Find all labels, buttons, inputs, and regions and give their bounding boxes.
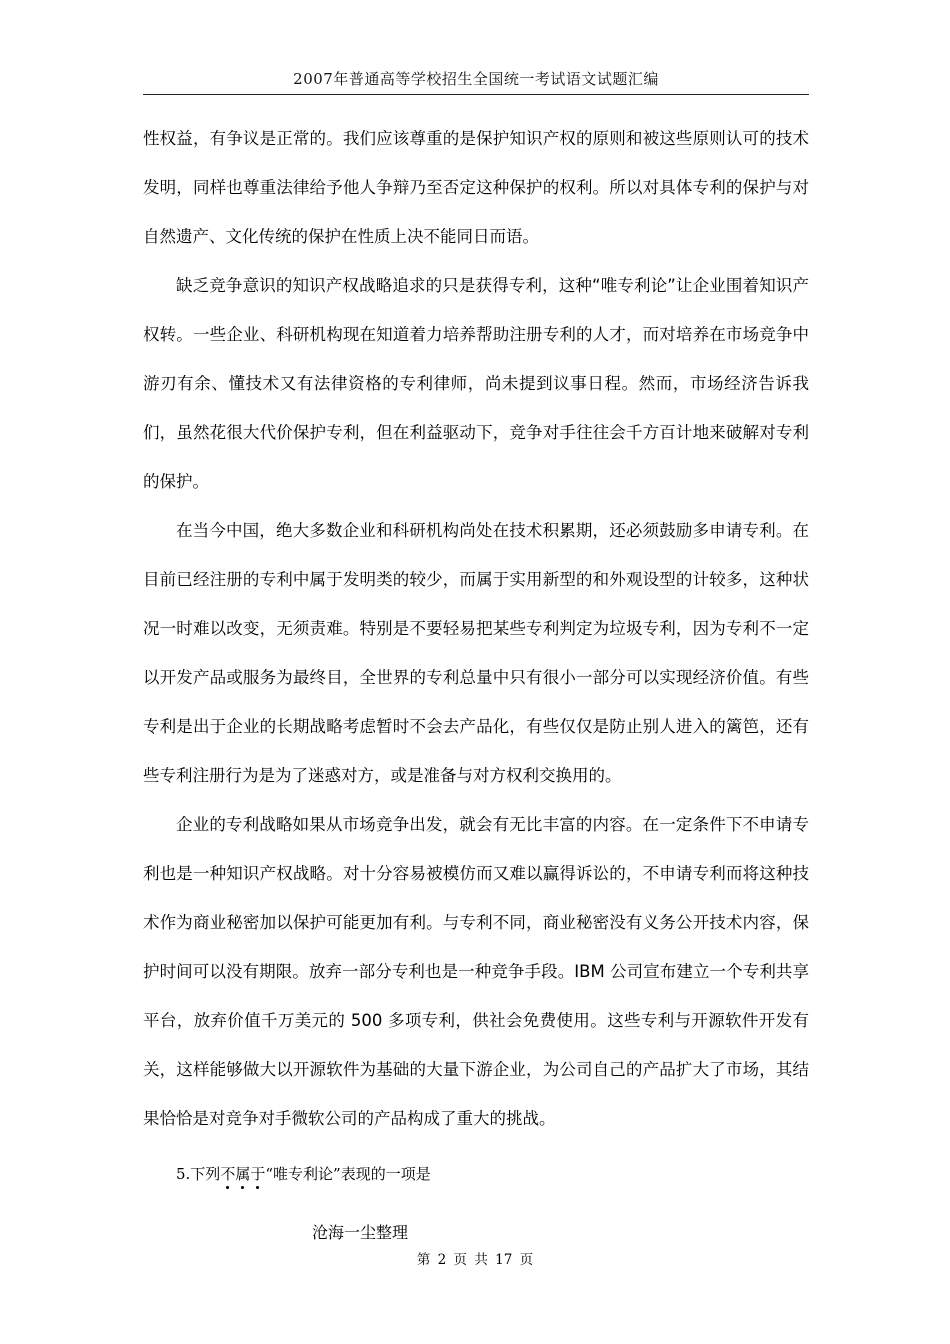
page-header-title: 2007年普通高等学校招生全国统一考试语文试题汇编 [293,70,659,88]
paragraph: 缺乏竞争意识的知识产权战略追求的只是获得专利，这种“唯专利论”让企业围着知识产权转。一些企业、科研机构现在知道着力培养帮助注册专利的人才，而对培养在市场竞争中游刃有余、懂技术又有法律资格的专利律师，尚未提到议事日程。然而，市场经济告诉我们，虽然花很大代价保护专利，但在利益驱动下，竞争对手往往会千方百计地来破解对专利的保护。 [143,276,809,491]
emphasized-char: 属 [235,1165,251,1183]
question-suffix: “唯专利论”表现的一项是 [265,1165,431,1183]
header-divider [143,94,809,95]
page-number: 第 2 页 共 17 页 [416,1252,534,1268]
article-body [143,114,809,1143]
paragraph-continuation: 性权益，有争议是正常的。我们应该尊重的是保护知识产权的原则和被这些原则认可的技术发明，同样也尊重法律给予他人争辩乃至否定这种保护的权利。所以对具体专利的保护与对自然遗产、文化传统的保护在性质上决不能同日而语。 [143,129,809,246]
question-5 [176,1163,431,1184]
emphasized-char: 于 [250,1165,266,1183]
paragraph: 在当今中国，绝大多数企业和科研机构尚处在技术积累期，还必须鼓励多申请专利。在目前已经注册的专利中属于发明类的较少，而属于实用新型的和外观设型的计较多，这种状况一时难以改变，无须责难。特别是不要轻易把某些专利判定为垃圾专利，因为专利不一定以开发产品或服务为最终目，全世界的专利总量中只有很小一部分可以实现经济价值。有些专利是出于企业的长期战略考虑暂时不会去产品化，有些仅仅是防止别人进入的篱笆，还有些专利注册行为是为了迷惑对方，或是准备与对方权利交换用的。 [143,521,809,785]
emphasized-char: 不 [220,1165,236,1183]
compiler-credit: 沧海一尘整理 [312,1223,409,1242]
question-prefix: 5.下列 [176,1165,221,1183]
paragraph: 企业的专利战略如果从市场竞争出发，就会有无比丰富的内容。在一定条件下不申请专利也是一种知识产权战略。对十分容易被模仿而又难以赢得诉讼的，不申请专利而将这种技术作为商业秘密加以保护可能更加有利。与专利不同，商业秘密没有义务公开技术内容，保护时间可以没有期限。放弃一部分专利也是一种竞争手段。IBM 公司宣布建立一个专利共享平台，放弃价值千万美元的 500 多项专利，供社会免费使用。这些专利与开源软件开发有关，这样能够做大以开源软件为基础的大量下游企业，为公司自己的产品扩大了市场，其结果恰恰是对竞争对手微软公司的产品构成了重大的挑战。 [143,815,809,1128]
